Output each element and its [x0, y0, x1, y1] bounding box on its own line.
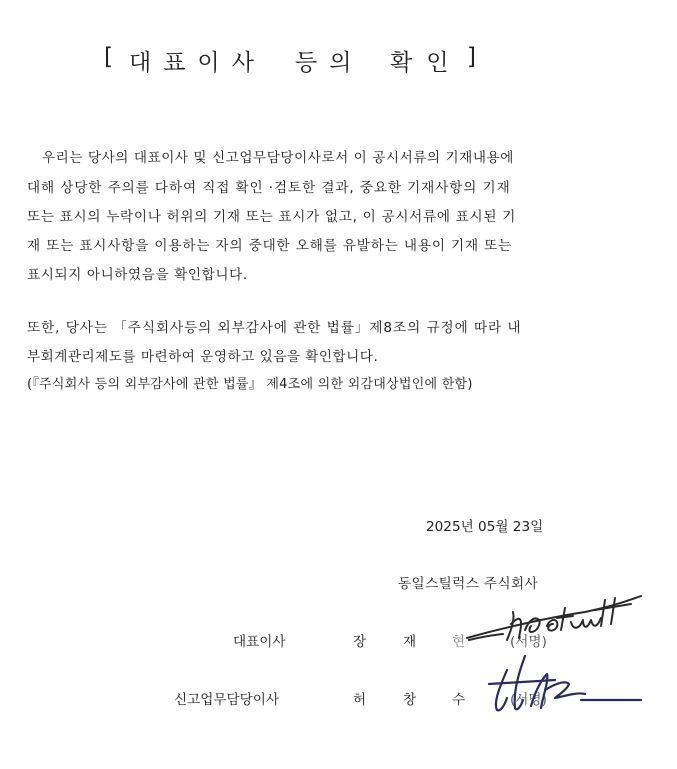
signatory-role: 대표이사 [233, 634, 286, 650]
signatory-role: 신고업무담당이사 [174, 692, 280, 708]
title-bracket-open: [ [104, 44, 113, 70]
title-bracket-close: ] [467, 44, 476, 70]
sign-label: (서명) [510, 634, 547, 650]
paragraph-line: 표시되지 아니하였음을 확인합니다. [27, 267, 248, 283]
paragraph-line: 재 또는 표시사항을 이용하는 자의 중대한 오해를 유발하는 내용이 기재 또는 [27, 238, 513, 254]
title-word-confirm: 확인 [390, 50, 463, 76]
paragraph-note: (『주식회사 등의 외부감사에 관한 법률』 제4조에 의한 외감대상법인에 한함) [27, 377, 473, 392]
paragraph-line: 부회계관리제도를 마련하여 운영하고 있음을 확인합니다. [27, 349, 379, 365]
paragraph-line: 또한, 당사는 「주식회사등의 외부감사에 관한 법률」제8조의 규정에 따라 내 [27, 320, 522, 336]
director-signature-icon [485, 650, 645, 720]
signing-date: 2025년 05월 23일 [426, 519, 544, 535]
document-title [104, 44, 484, 76]
company-name: 동일스틸럭스 주식회사 [398, 576, 539, 592]
title-word-etc: 등의 [295, 50, 364, 76]
title-word-ceo: 대표이사 [129, 50, 266, 76]
sign-label: (서명) [510, 692, 547, 708]
signatory-name-char: 장 [353, 634, 367, 650]
ceo-signature-icon [455, 590, 655, 650]
paragraph-line: 대해 상당한 주의를 다하여 직접 확인 ·검토한 결과, 중요한 기재사항의 기재 [27, 180, 511, 196]
signatory-name-char: 수 [452, 692, 466, 708]
paragraph-line: 우리는 당사의 대표이사 및 신고업무담당이사로서 이 공시서류의 기재내용에 [42, 150, 514, 166]
signatory-name-char: 현 [452, 634, 466, 650]
signatory-name-char: 허 [353, 692, 367, 708]
paragraph-line: 또는 표시의 누락이나 허위의 기재 또는 표시가 없고, 이 공시서류에 표시된 기 [27, 209, 517, 225]
signatory-name-char: 재 [403, 634, 417, 650]
signatory-name-char: 창 [403, 692, 417, 708]
